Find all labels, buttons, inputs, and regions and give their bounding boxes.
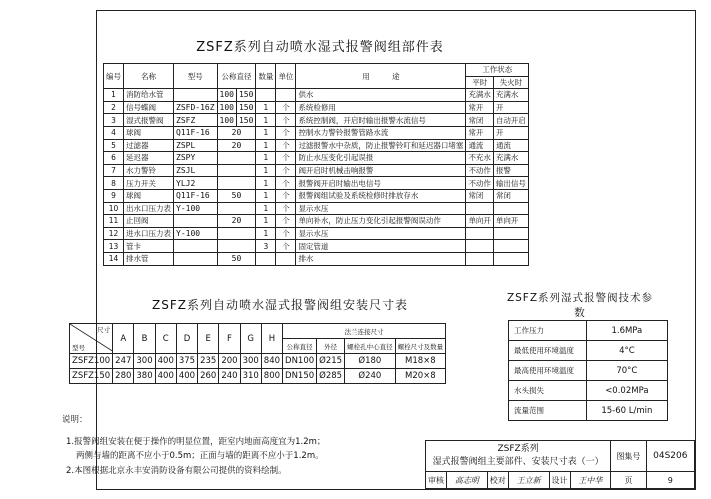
row-fire: 充满水 [493,89,528,102]
row-no: 9 [104,189,124,202]
flange-value: Ø215 [317,354,345,369]
dim-value: 235 [198,354,219,369]
row-normal: 单向开 [466,215,494,228]
note-1b: 两侧与墙的距离不应小于0.5m；正面与墙的距离不应小于1.2m。 [76,451,324,461]
row-no: 14 [104,252,124,265]
header-name: 名称 [124,64,174,89]
row-fire [493,252,528,265]
parts-table-title: ZSFZ系列自动喷水湿式报警阀组部件表 [196,40,444,55]
row-qty: 1 [256,139,276,152]
dim-value: 800 [261,369,282,384]
row-no: 12 [104,227,124,240]
row-name: 球阀 [124,189,174,202]
row-diameter-2: 150 [236,89,255,102]
row-no: 10 [104,202,124,215]
row-qty: 1 [256,177,276,190]
row-fire: 输出信号 [493,177,528,190]
row-normal: 不动作 [466,164,494,177]
row-qty: 1 [256,114,276,127]
note-1: 1.报警阀组安装在便于操作的明显位置，距室内地面高度宜为1.2m； [66,437,326,447]
dim-value: 240 [219,369,240,384]
row-diameter-1 [217,164,256,177]
row-fire: 常闭 [493,189,528,202]
dims-corner [70,324,113,354]
row-diameter-1: 20 [217,139,256,152]
row-unit: 个 [276,202,296,215]
row-normal: 不充水 [466,152,494,165]
row-diameter-1: 50 [217,252,256,265]
dim-value: 400 [155,369,176,384]
header-qty: 数量 [256,64,276,89]
row-normal: 常开 [466,101,494,114]
flange-value: DN150 [283,369,317,384]
row-model: YLJ2 [174,177,218,190]
dim-value: 300 [134,354,155,369]
table-row [509,341,668,361]
row-name: 止回阀 [124,215,174,228]
row-unit: 个 [276,164,296,177]
header-no: 编号 [104,64,124,89]
row-model: Y-100 [174,202,218,215]
flange-col-header: 螺栓孔中心直径 [345,339,396,354]
dim-value: 300 [240,354,261,369]
table-row [104,177,529,190]
row-model [174,215,218,228]
table-row [104,126,529,139]
table-row [104,89,529,102]
row-name: 进水口压力表 [124,227,174,240]
row-fire [493,202,528,215]
row-qty [256,89,276,102]
row-fire: 开 [493,101,528,114]
row-diameter-2: 150 [236,101,255,114]
table-row [104,114,529,127]
row-usage: 报警阀开启时输出电信号 [296,177,466,190]
row-model: ZSJL [174,164,218,177]
reviewer-signature: 高志明 [447,472,488,489]
review-label: 审核 [426,472,447,489]
dim-value: 840 [261,354,282,369]
row-name: 过滤器 [124,139,174,152]
table-row [509,321,668,341]
row-unit [276,89,296,102]
row-normal [466,252,494,265]
row-fire: 单向开 [493,215,528,228]
row-unit: 个 [276,189,296,202]
notes-heading: 说明： [62,415,88,425]
dim-value: 247 [113,354,134,369]
table-row [104,152,529,165]
row-normal [466,202,494,215]
tech-value: 70°C [586,361,667,381]
table-row [104,164,529,177]
row-diameter-1: 100 [217,101,236,114]
atlas-label: 图集号 [611,441,646,472]
row-diameter-1: 100 [217,114,236,127]
row-usage: 过滤报警水中杂质，防止报警铃叮和延迟器口堵塞 [296,139,466,152]
tech-value: 1.6MPa [586,321,667,341]
row-usage: 排水 [296,252,466,265]
flange-value: Ø240 [345,369,396,384]
row-no: 11 [104,215,124,228]
design-label: 设计 [549,472,570,489]
row-usage: 固定管道 [296,240,466,253]
flange-col-header: 公称直径 [283,339,317,354]
dim-col-header: C [155,324,176,354]
row-model [174,252,218,265]
row-no: 3 [104,114,124,127]
table-row [509,381,668,401]
flange-col-header: 外径 [317,339,345,354]
row-fire: 充满水 [493,152,528,165]
designer-signature: 王中华 [570,472,611,489]
title-block [425,440,695,489]
row-model: ZSPL [174,139,218,152]
row-normal: 不动作 [466,177,494,190]
row-qty: 1 [256,101,276,114]
dim-value: 375 [176,354,197,369]
row-normal [466,227,494,240]
row-qty: 3 [256,240,276,253]
row-usage: 显示水压 [296,202,466,215]
flange-value: M20×8 [395,369,446,384]
row-no: 5 [104,139,124,152]
row-fire: 自动开启 [493,114,528,127]
row-name: 管卡 [124,240,174,253]
row-no: 13 [104,240,124,253]
dim-value: 380 [134,369,155,384]
dim-model: ZSFZ100 [70,354,113,369]
row-fire [493,227,528,240]
row-name: 排水管 [124,252,174,265]
row-model [174,240,218,253]
row-diameter-1: 100 [217,89,236,102]
table-row [104,101,529,114]
flange-value: Ø180 [345,354,396,369]
table-row [104,215,529,228]
table-row [70,369,446,384]
table-row [104,202,529,215]
row-unit: 个 [276,152,296,165]
row-usage: 报警阀组试验及系统检修时排放存水 [296,189,466,202]
flange-value: Ø285 [317,369,345,384]
row-usage: 供水 [296,89,466,102]
dim-value: 400 [155,354,176,369]
row-model: ZSFD-16Z [174,101,218,114]
row-unit: 个 [276,114,296,127]
header-fire: 失火时 [493,76,528,89]
row-name: 水力警铃 [124,164,174,177]
check-label: 校对 [487,472,508,489]
row-no: 6 [104,152,124,165]
atlas-number: 04S206 [646,441,694,472]
row-fire: 开 [493,126,528,139]
note-2: 2.本图根据北京永丰安消防设备有限公司提供的资料绘制。 [66,466,287,476]
dim-value: 200 [219,354,240,369]
dim-value: 400 [176,369,197,384]
table-row [104,189,529,202]
row-usage: 防止水压变化引起误报 [296,152,466,165]
flange-value: M18×8 [395,354,446,369]
row-name: 延迟器 [124,152,174,165]
row-diameter-1: 50 [217,189,256,202]
row-no: 4 [104,126,124,139]
row-qty: 1 [256,215,276,228]
row-diameter-1 [217,227,256,240]
row-diameter-1 [217,177,256,190]
dim-value: 310 [240,369,261,384]
row-qty [256,252,276,265]
row-normal: 充满水 [466,89,494,102]
parts-table [103,63,529,266]
table-row [104,139,529,152]
checker-signature: 王立新 [508,472,549,489]
corner-model-label: 型号 [72,344,85,352]
row-qty: 1 [256,227,276,240]
row-usage: 系统检修用 [296,101,466,114]
row-no: 7 [104,164,124,177]
row-fire: 通流 [493,139,528,152]
row-model [174,89,218,102]
row-diameter-1: 20 [217,215,256,228]
table-row [70,354,446,369]
row-unit: 个 [276,215,296,228]
page-label: 页 [611,472,646,489]
flange-col-header: 螺栓尺寸及数量 [395,339,446,354]
header-normal: 平时 [466,76,494,89]
row-usage: 显示水压 [296,227,466,240]
header-unit: 单位 [276,64,296,89]
row-fire [493,240,528,253]
row-diameter-2: 150 [236,114,255,127]
table-row [509,401,668,421]
row-name: 压力开关 [124,177,174,190]
table-row [104,252,529,265]
tech-label: 工作压力 [509,321,587,341]
row-model: ZSFZ [174,114,218,127]
row-diameter-1: 20 [217,126,256,139]
row-usage: 阀开启时机械击响报警 [296,164,466,177]
tech-label: 水头损失 [509,381,587,401]
row-unit: 个 [276,126,296,139]
row-no: 2 [104,101,124,114]
corner-size-label: 尺寸 [97,326,111,334]
row-usage: 系统控制阀，开启时输出报警水流信号 [296,114,466,127]
header-model: 型号 [174,64,218,89]
row-name: 球阀 [124,126,174,139]
dim-col-header: F [219,324,240,354]
table-row [104,240,529,253]
row-qty: 1 [256,152,276,165]
drawing-title-cell [426,441,611,472]
row-qty: 1 [256,126,276,139]
dim-col-header: E [198,324,219,354]
dims-table [69,323,446,384]
row-normal: 通流 [466,139,494,152]
corner-diagonal [70,324,113,352]
dim-col-header: H [261,324,282,354]
row-model: Y-100 [174,227,218,240]
tech-value: <0.02MPa [586,381,667,401]
row-unit: 个 [276,227,296,240]
row-unit: 个 [276,240,296,253]
row-name: 信号蝶阀 [124,101,174,114]
dim-col-header: B [134,324,155,354]
row-usage: 单向补水，防止压力变化引起报警阀误动作 [296,215,466,228]
flange-value: DN100 [283,354,317,369]
tech-label: 流量范围 [509,401,587,421]
tech-table [508,320,668,421]
row-normal: 常开 [466,126,494,139]
row-normal: 常闭 [466,189,494,202]
row-usage: 控制水力警铃报警管路水流 [296,126,466,139]
dim-value: 260 [198,369,219,384]
row-normal: 常闭 [466,114,494,127]
dim-value: 280 [113,369,134,384]
flange-header: 法兰连接尺寸 [283,324,446,339]
tech-value: 15-60 L/min [586,401,667,421]
row-qty: 1 [256,189,276,202]
dim-col-header: A [113,324,134,354]
table-row [509,361,668,381]
table-row [104,227,529,240]
tech-label: 最高使用环境温度 [509,361,587,381]
row-unit: 个 [276,177,296,190]
row-normal [466,240,494,253]
row-model: Q11F-16 [174,189,218,202]
row-unit [276,252,296,265]
tech-label: 最低使用环境温度 [509,341,587,361]
drawing-title-line1: ZSFZ系列 [497,444,539,454]
row-model: ZSPY [174,152,218,165]
drawing-title-line2: 湿式报警阀组主要部件、安装尺寸表（一） [432,457,604,467]
row-name: 湿式报警阀 [124,114,174,127]
header-diameter: 公称直径 [217,64,256,89]
row-diameter-1 [217,240,256,253]
row-qty: 1 [256,202,276,215]
row-qty: 1 [256,164,276,177]
tech-table-title: ZSFZ系列湿式报警阀技术参数 [506,292,654,319]
row-no: 8 [104,177,124,190]
header-state: 工作状态 [466,64,529,77]
row-diameter-1 [217,152,256,165]
row-no: 1 [104,89,124,102]
page-number: 9 [646,472,694,489]
row-name: 消防给水管 [124,89,174,102]
dim-col-header: D [176,324,197,354]
row-unit: 个 [276,101,296,114]
row-unit: 个 [276,139,296,152]
dim-col-header: G [240,324,261,354]
row-name: 出水口压力表 [124,202,174,215]
dims-table-title: ZSFZ系列自动喷水湿式报警阀组安装尺寸表 [152,298,408,312]
row-fire: 报警 [493,164,528,177]
row-diameter-1 [217,202,256,215]
row-model: Q11F-16 [174,126,218,139]
tech-value: 4°C [586,341,667,361]
dim-model: ZSFZ150 [70,369,113,384]
header-usage: 用 途 [296,64,466,89]
